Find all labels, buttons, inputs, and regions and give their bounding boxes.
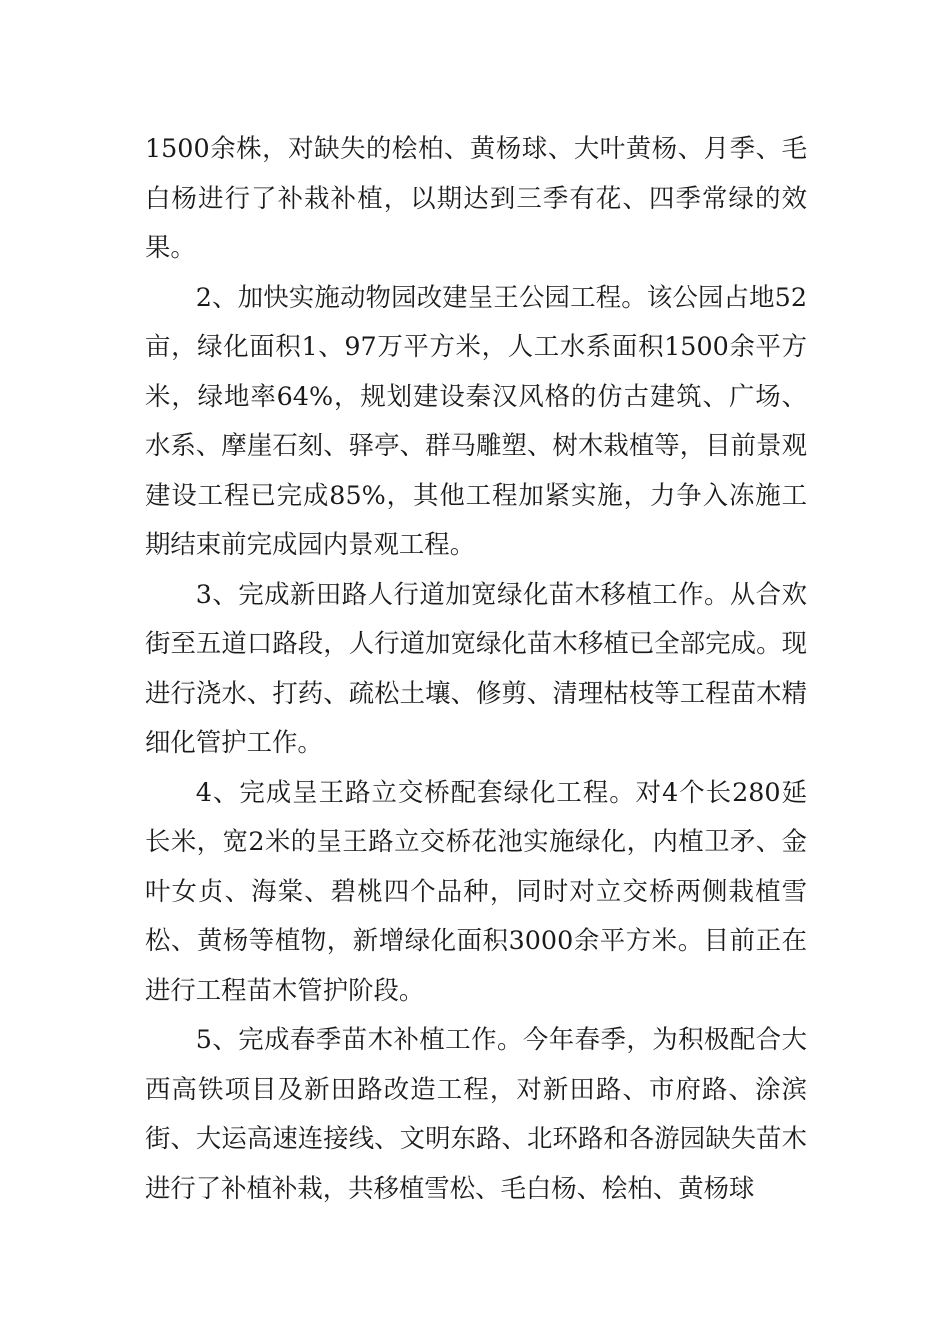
paragraph-item-4: 4、完成呈王路立交桥配套绿化工程。对4个长280延长米，宽2米的呈王路立交桥花池实施绿化，内植卫矛、金叶女贞、海棠、碧桃四个品种，同时对立交桥两侧栽植雪松、黄杨等植物，新增绿化面积3000余平方米。目前正在进行工程苗木管护阶段。 [145,776,807,1005]
paragraph-item-5: 5、完成春季苗木补植工作。今年春季，为积极配合大西高铁项目及新田路改造工程，对新田路、市府路、涂滨街、大运高速连接线、文明东路、北环路和各游园缺失苗木进行了补植补栽，共移植雪松、毛白杨、桧柏、黄杨球 [145,1024,807,1203]
paragraph-continued: 1500余株，对缺失的桧柏、黄杨球、大叶黄杨、月季、毛白杨进行了补栽补植，以期达到三季有花、四季常绿的效果。 [145,133,807,262]
paragraph-item-2: 2、加快实施动物园改建呈王公园工程。该公园占地52亩，绿化面积1、97万平方米，人工水系面积1500余平方米，绿地率64%，规划建设秦汉风格的仿古建筑、广场、水系、摩崖石刻、驿亭、群马雕塑、树木栽植等，目前景观建设工程已完成85%，其他工程加紧实施，力争入冻施工期结束前完成园内景观工程。 [145,281,807,559]
document-body [145,124,807,1213]
paragraph-item-3: 3、完成新田路人行道加宽绿化苗木移植工作。从合欢街至五道口路段，人行道加宽绿化苗木移植已全部完成。现进行浇水、打药、疏松土壤、修剪、清理枯枝等工程苗木精细化管护工作。 [145,578,807,757]
